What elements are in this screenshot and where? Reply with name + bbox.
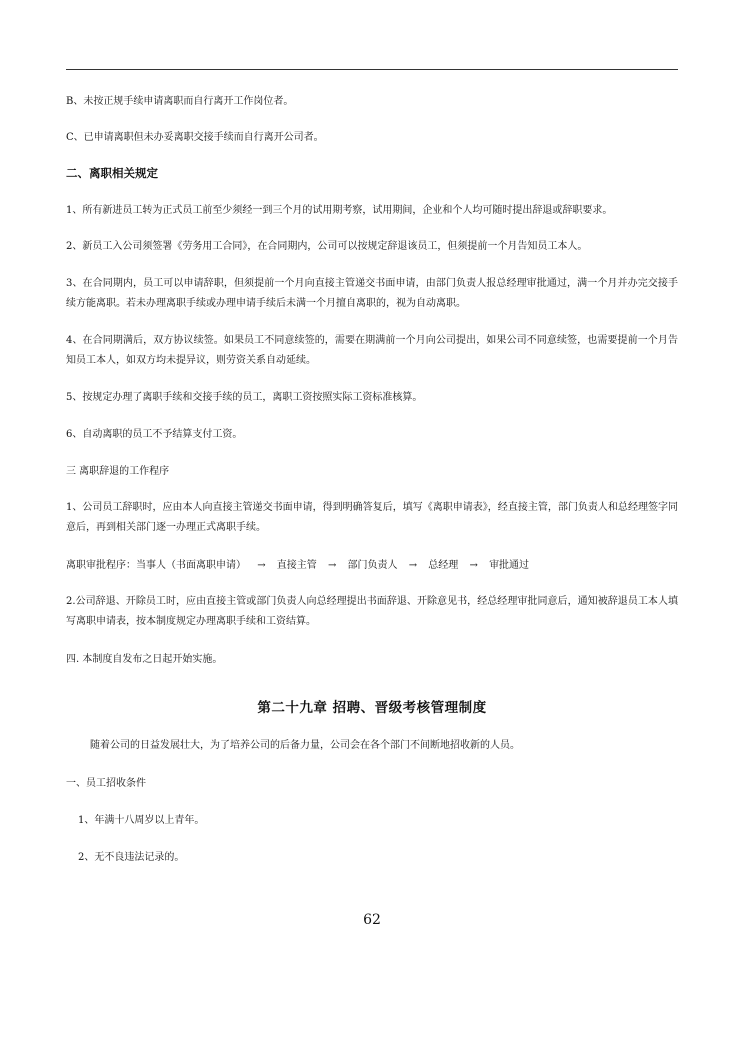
section-3-title: 三 离职辞退的工作程序	[66, 466, 170, 477]
item-c: C、已申请离职但未办妥离职交接手续而自行离开公司者。	[66, 132, 324, 143]
arrow-icon: →	[327, 560, 337, 571]
arrow-icon: →	[469, 560, 478, 571]
section-4: 四. 本制度自发布之日起开始实施。	[66, 654, 223, 665]
flow-step: 部门负责人	[347, 560, 398, 571]
section-3-para-1: 1、公司员工辞职时，应由本人向直接主管递交书面申请，得到明确答复后，填写《离职申请表》，经直接主管，部门负责人和总经理签字同意后，再到相关部门逐一办理正式离职手续。	[66, 502, 678, 533]
arrow-icon: →	[408, 560, 418, 571]
section-2-para-4: 4、在合同期满后，双方协议续签。如果员工不同意续签的，需要在期满前一个月向公司提出，如果公司不同意续签，也需要提前一个月告知员工本人，如双方均未提异议，则劳资关系自动延续。	[66, 335, 678, 366]
approval-flow-label: 离职审批程序：当事人（书面离职申请）	[66, 560, 246, 571]
section-2-para-6: 6、自动离职的员工不予结算支付工资。	[66, 429, 243, 440]
recruit-condition-2: 2、无不良违法记录的。	[78, 852, 185, 863]
item-b: B、未按正规手续申请离职而自行离开工作岗位者。	[66, 96, 294, 107]
approval-flow	[66, 560, 529, 572]
recruit-conditions-title: 一、员工招收条件	[66, 778, 146, 789]
section-2-title: 二、离职相关规定	[66, 166, 158, 180]
arrow-icon: →	[257, 560, 266, 571]
recruit-condition-1: 1、年满十八周岁以上青年。	[78, 815, 205, 826]
flow-step: 直接主管	[276, 560, 317, 571]
section-2-para-3: 3、在合同期内，员工可以申请辞职，但须提前一个月向直接主管递交书面申请，由部门负责人报总经理审批通过，满一个月并办完交接手续方能离职。若未办理离职手续或办理申请手续后未满一个月擅自离职的，视为自动离职。	[66, 278, 678, 309]
section-2-para-2: 2、新员工入公司须签署《劳务用工合同》，在合同期内，公司可以按规定辞退该员工，但须提前一个月告知员工本人。	[66, 241, 588, 252]
header-rule	[66, 69, 678, 70]
flow-step: 审批通过	[489, 560, 530, 571]
chapter-intro: 随着公司的日益发展壮大，为了培养公司的后备力量，公司会在各个部门不间断地招收新的人员。	[90, 740, 520, 751]
chapter-title: 第二十九章 招聘、晋级考核管理制度	[257, 700, 487, 716]
section-2-para-1: 1、所有新进员工转为正式员工前至少须经一到三个月的试用期考察，试用期间，企业和个人均可随时提出辞退或辞职要求。	[66, 205, 613, 216]
page-number: 62	[363, 912, 381, 928]
section-3-para-2: 2.公司辞退、开除员工时，应由直接主管或部门负责人向总经理提出书面辞退、开除意见书，经总经理审批同意后，通知被辞退员工本人填写离职申请表，按本制度规定办理离职手续和工资结算。	[66, 596, 678, 627]
flow-step: 总经理	[428, 560, 459, 571]
section-2-para-5: 5、按规定办理了离职手续和交接手续的员工，离职工资按照实际工资标准核算。	[66, 392, 423, 403]
